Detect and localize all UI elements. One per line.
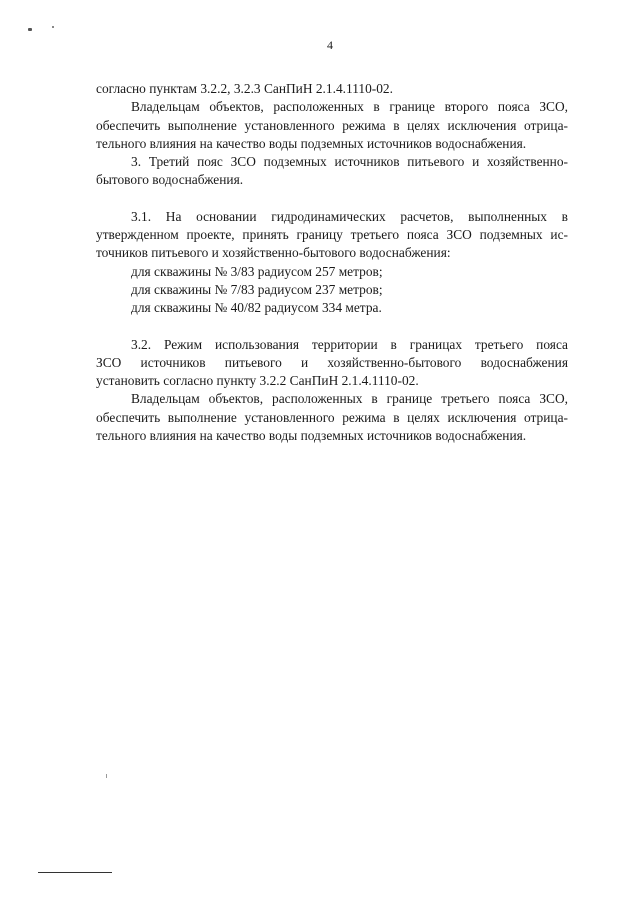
text-line: 3.1. На основании гидродинамических расчетов, выполненных в [131,208,568,224]
footer-rule [38,872,112,873]
paragraph-gap [96,190,568,208]
text-line: 3.2. Режим использования территории в границах третьего пояса [131,336,568,352]
text-line: 3. Третий пояс ЗСО подземных источников питьевого и хозяйственно- [131,154,568,170]
paragraph-second-zone-owners [96,98,568,153]
wells-list [96,263,568,318]
scan-speck [52,26,54,28]
text-line: ЗСО источников питьевого и хозяйственно-бытового водоснабжения [96,354,568,370]
list-item: для скважины № 3/83 радиусом 257 метров; [131,263,383,279]
scan-speck [28,28,32,31]
list-item: для скважины № 40/82 радиусом 334 метра. [131,300,382,316]
section-3-1 [96,208,568,263]
section-3-heading [96,153,568,190]
text-line: тельного влияния на качество воды подземных источников водоснабжения. [96,428,527,444]
list-item: для скважины № 7/83 радиусом 237 метров; [131,281,383,297]
paragraph-third-zone-owners [96,390,568,445]
section-3-2 [96,336,568,391]
text-line: согласно пунктам 3.2.2, 3.2.3 СанПиН 2.1.4.1110-02. [96,81,393,96]
text-line: утвержденном проекте, принять границу третьего пояса ЗСО подземных ис- [96,227,568,243]
text-line: обеспечить выполнение установленного режима в целях исключения отрица- [96,409,568,425]
text-line: бытового водоснабжения. [96,172,244,188]
scan-speck [106,774,107,778]
text-line: Владельцам объектов, расположенных в границе второго пояса ЗСО, [131,99,568,115]
text-line: обеспечить выполнение установленного режима в целях исключения отрица- [96,117,568,133]
text-line: точников питьевого и хозяйственно-бытового водоснабжения: [96,245,451,261]
text-line: Владельцам объектов, расположенных в границе третьего пояса ЗСО, [131,391,568,407]
page-number: 4 [327,38,333,52]
text-line: установить согласно пункту 3.2.2 СанПиН 2.1.4.1110-02. [96,373,419,389]
text-line: тельного влияния на качество воды подземных источников водоснабжения. [96,135,527,151]
paragraph-continuation [96,80,568,98]
paragraph-gap [96,318,568,336]
document-body [96,80,568,445]
